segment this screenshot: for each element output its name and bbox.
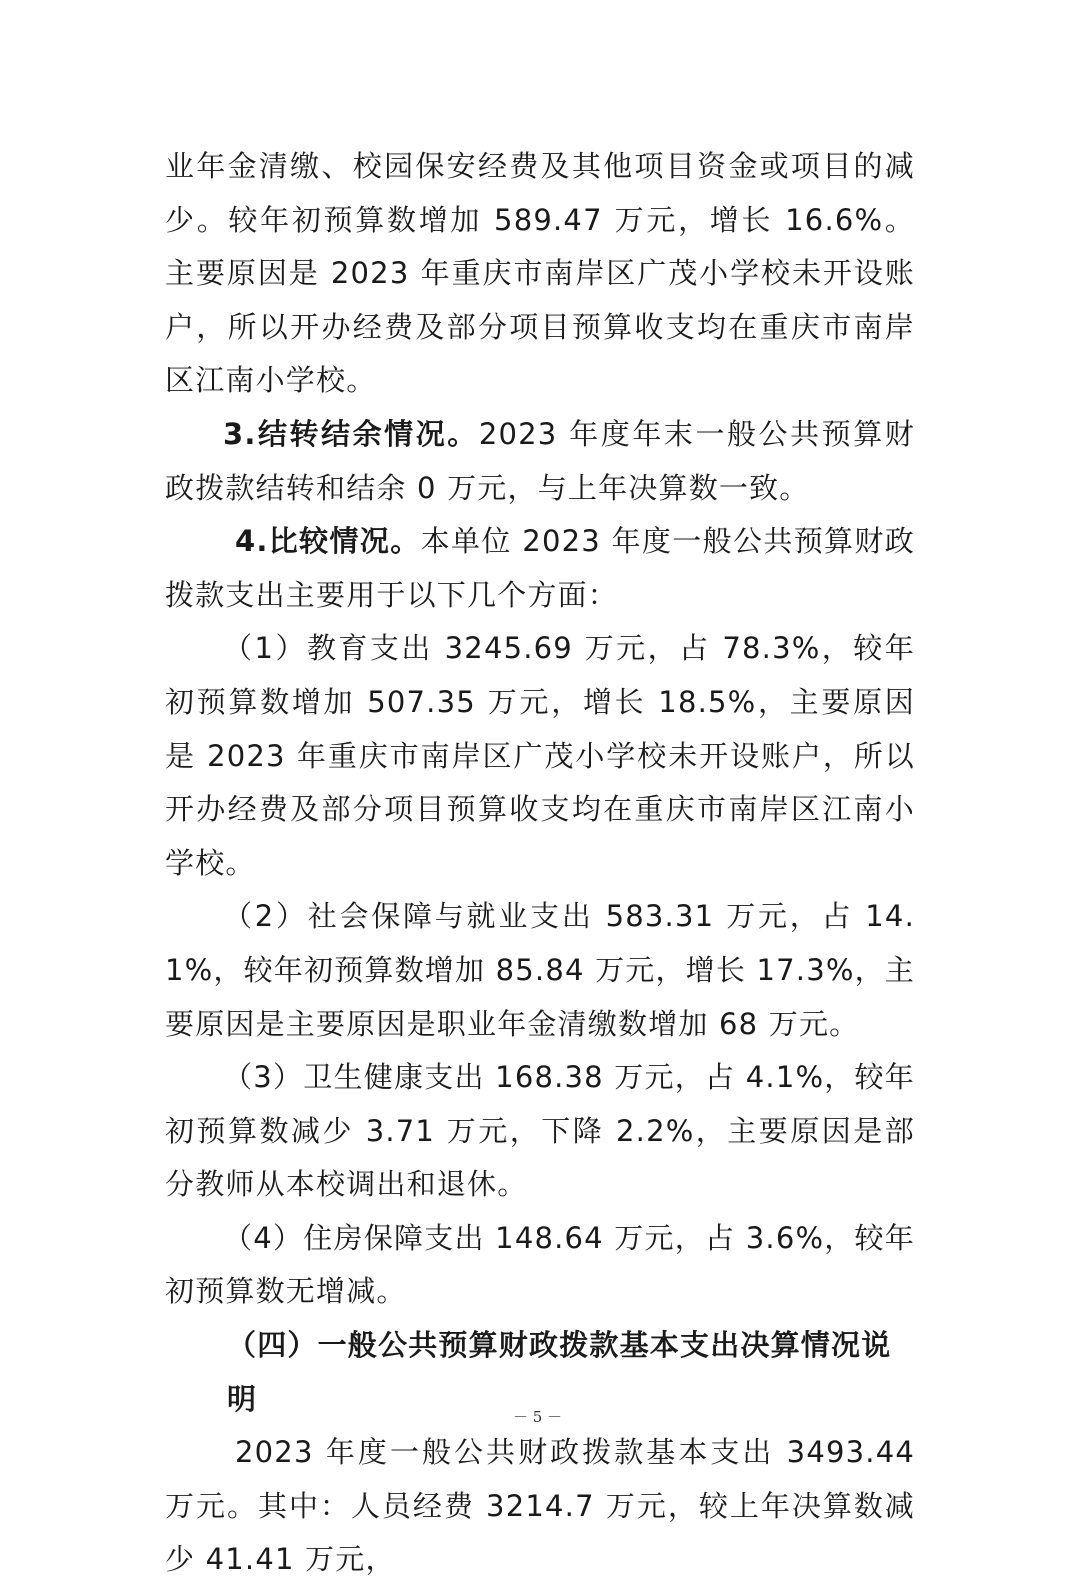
paragraph-education-expense: （1）教育支出 3245.69 万元，占 78.3%，较年初预算数增加 507.35 万元，增长 18.5%，主要原因是 2023 年重庆市南岸区广茂小学校未开设账户，所以开办经费及部分项目预算收支均在重庆市南岸区江南小学校。 (165, 631, 915, 880)
text-carryover-balance: 2023 年度年末一般公共预算财政拨款结转和结余 0 万元，与上年决算数一致。 (165, 416, 915, 505)
heading-comparison: 4.比较情况。 (235, 524, 421, 559)
paragraph-basic-expenditure: 2023 年度一般公共财政拨款基本支出 3493.44 万元。其中：人员经费 3214.7 万元，较上年决算数减少 41.41 万元， (165, 1435, 915, 1577)
paragraph-housing-expense: （4）住房保障支出 148.64 万元，占 3.6%，较年初预算数无增减。 (165, 1220, 915, 1309)
text-comparison: 本单位 2023 年度一般公共预算财政拨款支出主要用于以下几个方面： (165, 524, 915, 612)
heading-carryover-balance: 3.结转结余情况。 (223, 416, 479, 451)
paragraph-continuation: 业年金清缴、校园保安经费及其他项目资金或项目的减少。较年初预算数增加 589.47 万元，增长 16.6%。主要原因是 2023 年重庆市南岸区广茂小学校未开设账户，所以开办经费及部分项目预算收支均在重庆市南岸区江南小学校。 (165, 149, 915, 398)
paragraph-social-security-expense: （2）社会保障与就业支出 583.31 万元，占 14.1%，较年初预算数增加 85.84 万元，增长 17.3%，主要原因是主要原因是职业年金清缴数增加 68 万元。 (165, 899, 916, 1041)
section-heading-basic-expenditure: （四）一般公共预算财政拨款基本支出决算情况说明 (227, 1328, 892, 1416)
page-number: － 5 － (512, 1408, 563, 1426)
paragraph-health-expense: （3）卫生健康支出 168.38 万元，占 4.1%，较年初预算数减少 3.71 万元，下降 2.2%，主要原因是部分教师从本校调出和退休。 (165, 1060, 915, 1202)
document-body (165, 140, 915, 1587)
paragraph-comparison (165, 515, 915, 622)
paragraph-carryover-balance (165, 408, 915, 515)
